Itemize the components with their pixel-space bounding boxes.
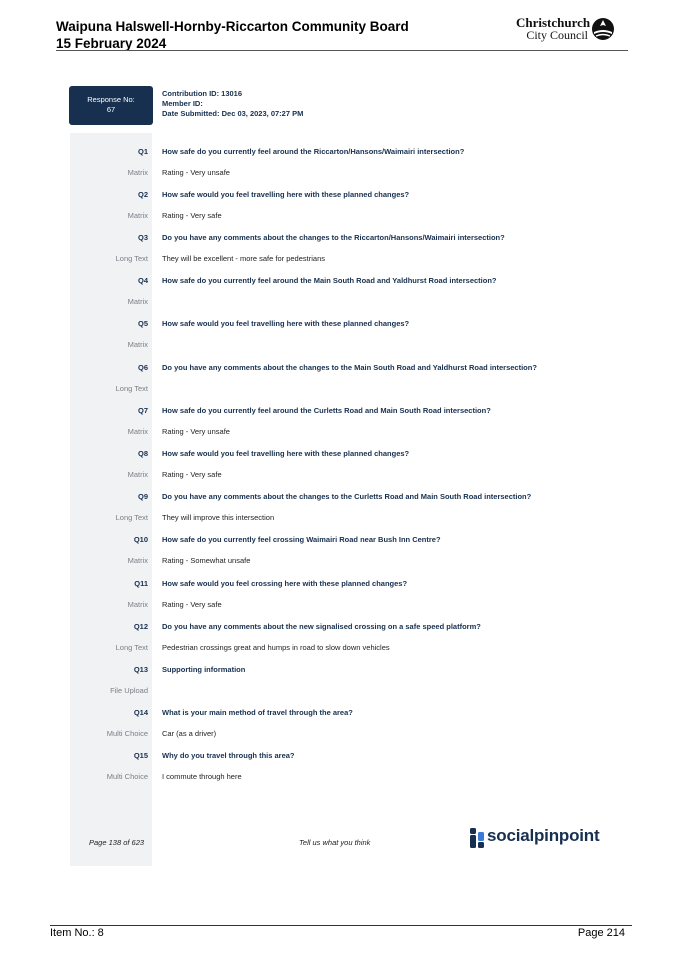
question-number: Q3 bbox=[137, 233, 148, 242]
question-type: Long Text bbox=[115, 384, 148, 393]
question-text: Supporting information bbox=[162, 665, 246, 674]
question-text: How safe do you currently feel crossing Waimairi Road near Bush Inn Centre? bbox=[162, 535, 441, 544]
question-type: Matrix bbox=[127, 340, 148, 349]
question-answer: They will improve this intersection bbox=[162, 513, 275, 522]
question-type: Multi Choice bbox=[106, 729, 148, 738]
question-type: Matrix bbox=[127, 168, 148, 177]
question-row bbox=[70, 223, 610, 263]
question-text: Why do you travel through this area? bbox=[162, 751, 295, 760]
question-text: How safe would you feel travelling here with these planned changes? bbox=[162, 449, 410, 458]
question-answer: Rating - Very safe bbox=[162, 211, 222, 220]
report-page-number: Page 138 of 623 bbox=[89, 838, 145, 847]
response-number-box bbox=[69, 86, 153, 125]
question-row bbox=[70, 482, 610, 522]
question-type: Matrix bbox=[127, 427, 148, 436]
question-number: Q14 bbox=[133, 708, 148, 717]
header-divider bbox=[56, 50, 628, 51]
socialpinpoint-mark-icon bbox=[470, 828, 484, 848]
question-text: How safe do you currently feel around the Curletts Road and Main South Road intersection? bbox=[162, 406, 491, 415]
question-row bbox=[70, 698, 610, 738]
question-row bbox=[70, 137, 610, 177]
question-answer: Pedestrian crossings great and humps in road to slow down vehicles bbox=[162, 643, 390, 652]
question-number: Q4 bbox=[137, 276, 148, 285]
question-text: Do you have any comments about the new signalised crossing on a safe speed platform? bbox=[162, 622, 481, 631]
contribution-label: Contribution ID: bbox=[162, 89, 220, 98]
question-number: Q12 bbox=[133, 622, 148, 631]
question-row bbox=[70, 353, 610, 393]
question-answer: I commute through here bbox=[162, 772, 242, 781]
question-row bbox=[70, 612, 610, 652]
question-type: Matrix bbox=[127, 211, 148, 220]
member-label: Member ID: bbox=[162, 99, 203, 108]
question-row bbox=[70, 439, 610, 479]
question-type: File Upload bbox=[110, 686, 148, 695]
question-row bbox=[70, 180, 610, 220]
brand-name: socialpinpoint bbox=[487, 826, 600, 845]
response-number: 67 bbox=[106, 105, 116, 114]
question-text: How safe would you feel travelling here with these planned changes? bbox=[162, 190, 410, 199]
question-answer: Car (as a driver) bbox=[162, 729, 217, 738]
question-answer: They will be excellent - more safe for pedestrians bbox=[162, 254, 325, 263]
question-number: Q13 bbox=[133, 665, 148, 674]
question-text: Do you have any comments about the changes to the Riccarton/Hansons/Waimairi intersection? bbox=[162, 233, 505, 242]
response-label: Response No: bbox=[87, 95, 135, 104]
footer-divider bbox=[50, 925, 632, 926]
report-tagline: Tell us what you think bbox=[299, 838, 371, 847]
question-text: What is your main method of travel through the area? bbox=[162, 708, 353, 717]
council-emblem-icon bbox=[591, 17, 615, 43]
question-type: Long Text bbox=[115, 643, 148, 652]
question-row bbox=[70, 309, 610, 349]
question-answer: Rating - Very unsafe bbox=[162, 427, 230, 436]
question-type: Multi Choice bbox=[106, 772, 148, 781]
date-submitted: Dec 03, 2023, 07:27 PM bbox=[221, 109, 304, 118]
question-number: Q11 bbox=[134, 579, 148, 588]
question-row bbox=[70, 266, 610, 306]
question-text: How safe do you currently feel around the Main South Road and Yaldhurst Road intersection? bbox=[162, 276, 497, 285]
question-number: Q2 bbox=[137, 190, 148, 199]
logo-line2: City Council bbox=[526, 28, 588, 42]
question-type: Matrix bbox=[127, 600, 148, 609]
question-text: How safe would you feel crossing here with these planned changes? bbox=[162, 579, 408, 588]
report-header bbox=[56, 18, 409, 52]
logo-line1: Christchurch bbox=[516, 15, 591, 30]
question-row bbox=[70, 569, 610, 609]
question-answer: Rating - Very safe bbox=[162, 600, 222, 609]
question-answer: Rating - Very safe bbox=[162, 470, 222, 479]
question-number: Q15 bbox=[133, 751, 148, 760]
question-answer: Rating - Somewhat unsafe bbox=[162, 556, 251, 565]
date-label: Date Submitted: bbox=[162, 109, 220, 118]
question-type: Matrix bbox=[127, 556, 148, 565]
question-text: Do you have any comments about the changes to the Main South Road and Yaldhurst Road intersection? bbox=[162, 363, 537, 372]
question-row bbox=[70, 741, 610, 781]
response-meta bbox=[162, 89, 303, 119]
question-row bbox=[70, 655, 610, 695]
question-type: Matrix bbox=[127, 297, 148, 306]
question-answer: Rating - Very unsafe bbox=[162, 168, 230, 177]
question-type: Matrix bbox=[127, 470, 148, 479]
meeting-date: 15 February 2024 bbox=[56, 36, 167, 51]
question-type: Long Text bbox=[115, 513, 148, 522]
question-row bbox=[70, 525, 610, 565]
contribution-id: 13016 bbox=[221, 89, 243, 98]
question-text: Do you have any comments about the changes to the Curletts Road and Main South Road intersection? bbox=[162, 492, 532, 501]
item-number: Item No.: 8 bbox=[50, 927, 104, 939]
question-row bbox=[70, 396, 610, 436]
council-logo bbox=[516, 16, 616, 44]
question-number: Q1 bbox=[137, 147, 148, 156]
question-text: How safe do you currently feel around the Riccarton/Hansons/Waimairi intersection? bbox=[162, 147, 465, 156]
question-number: Q9 bbox=[137, 492, 148, 501]
question-number: Q5 bbox=[137, 319, 148, 328]
question-text: How safe would you feel travelling here with these planned changes? bbox=[162, 319, 410, 328]
question-number: Q6 bbox=[137, 363, 148, 372]
board-title: Waipuna Halswell-Hornby-Riccarton Community Board bbox=[56, 19, 409, 34]
page-number: Page 214 bbox=[577, 927, 625, 939]
question-number: Q10 bbox=[133, 535, 148, 544]
question-type: Long Text bbox=[115, 254, 148, 263]
question-number: Q7 bbox=[137, 406, 148, 415]
question-number: Q8 bbox=[137, 449, 148, 458]
